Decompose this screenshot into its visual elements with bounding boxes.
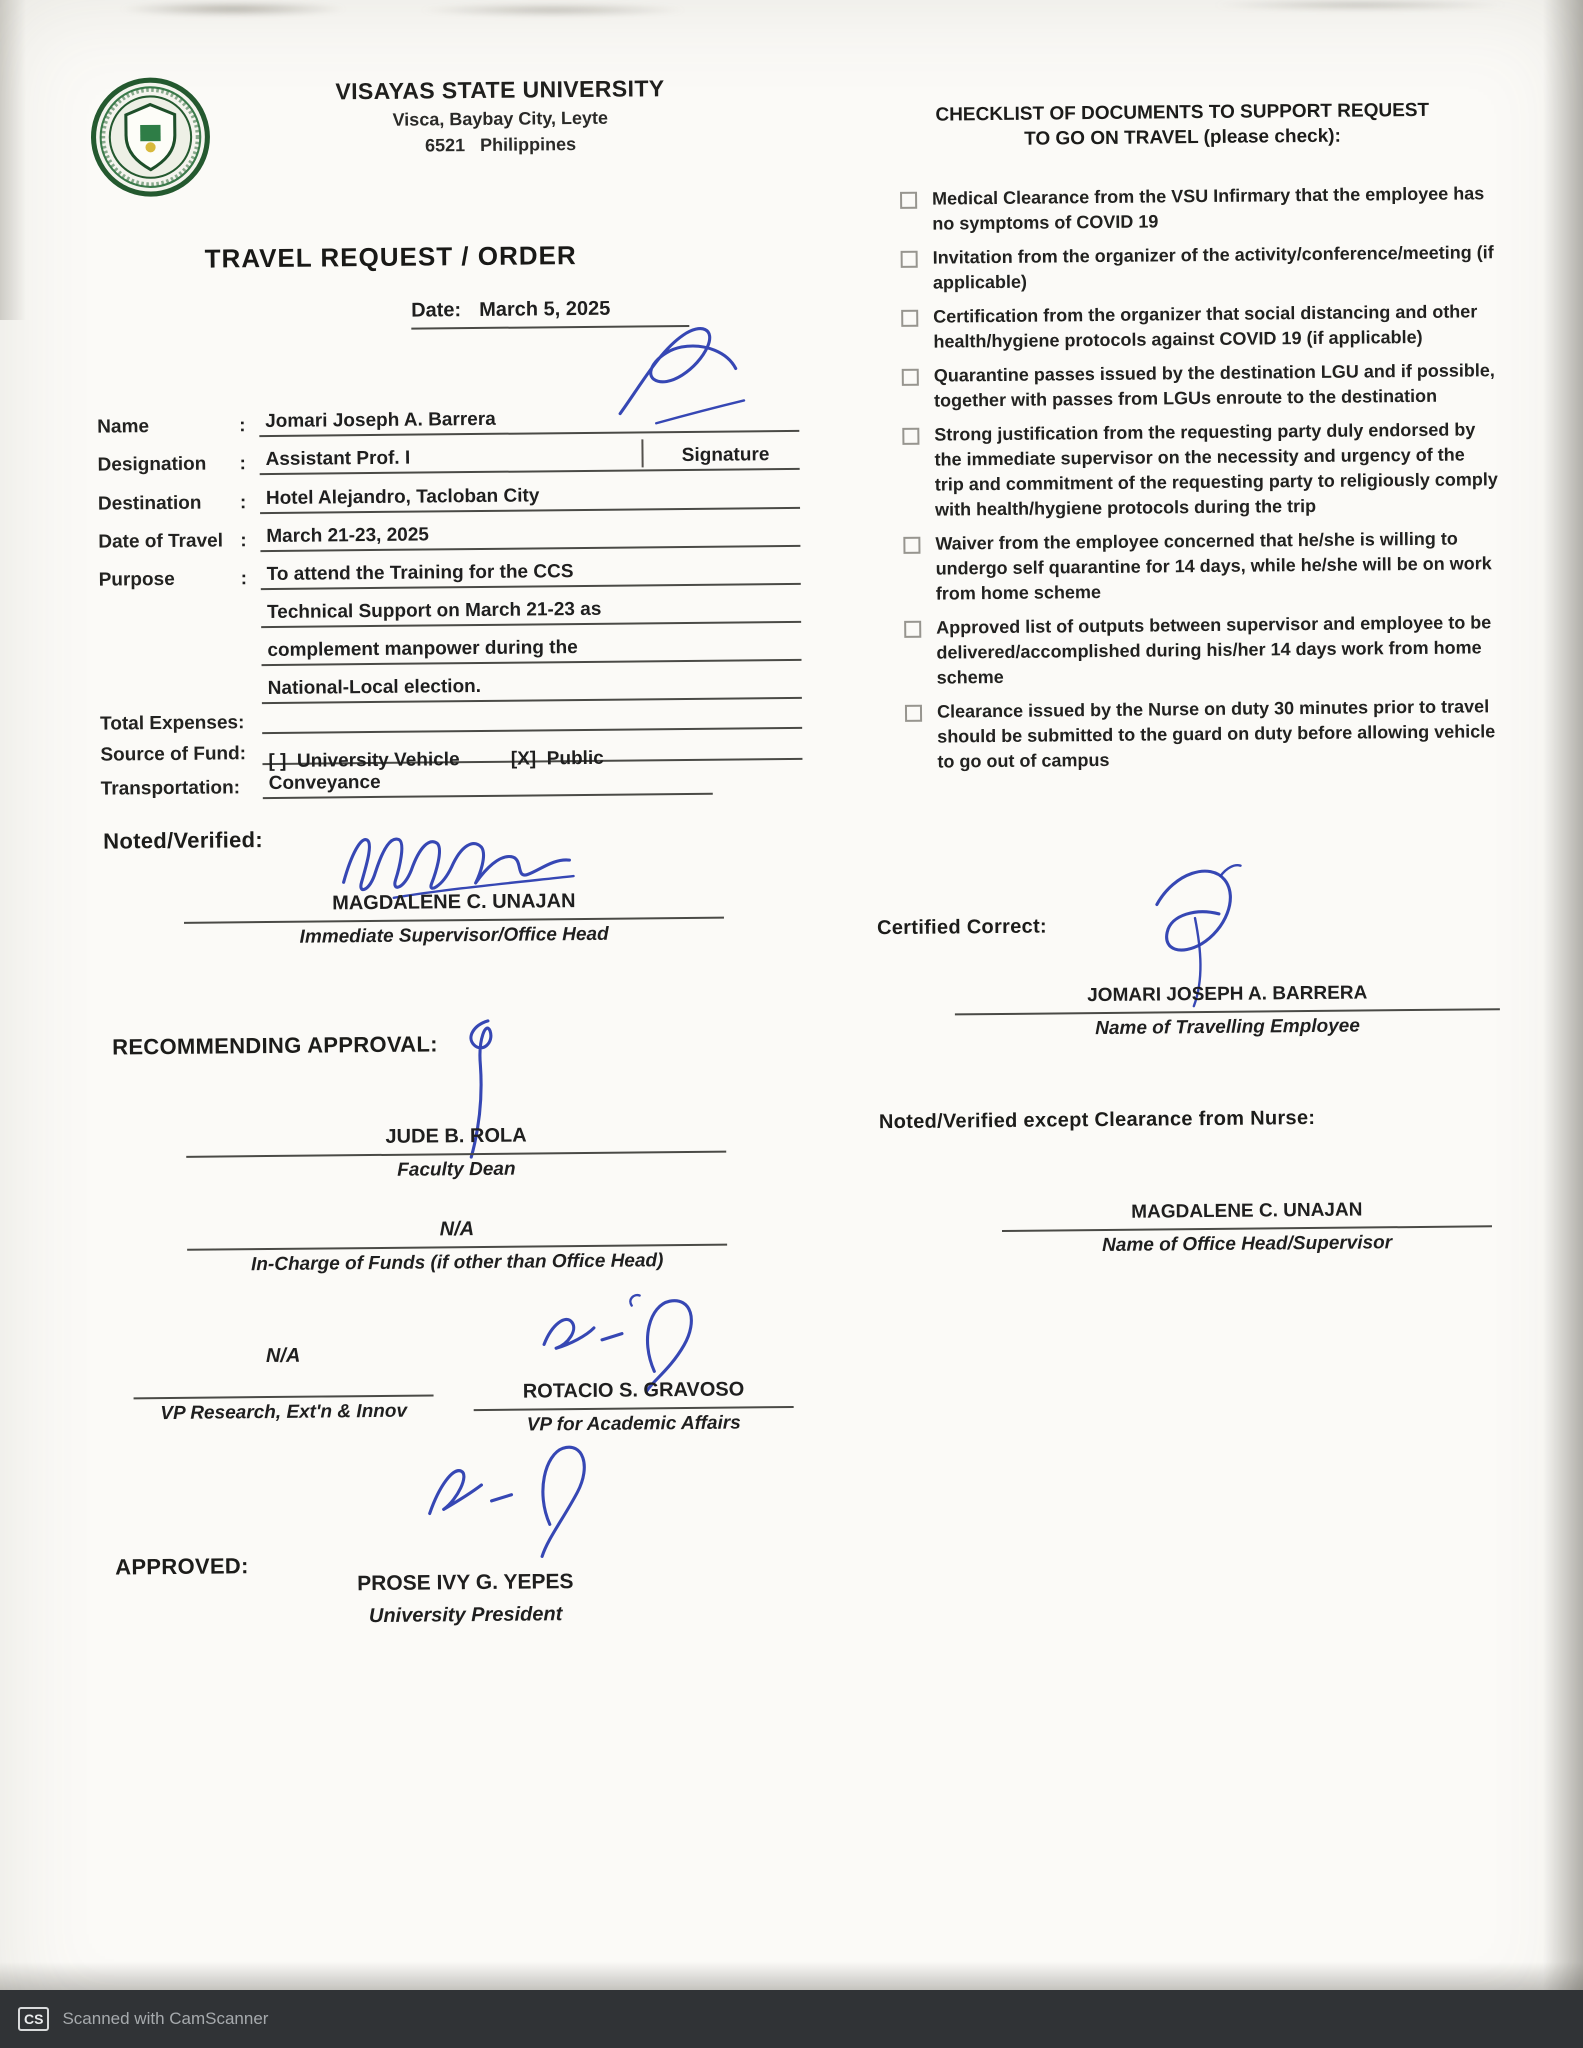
university-address-line1: Visca, Baybay City, Leyte <box>392 107 609 130</box>
transport-option-public-conveyance: [X] Public Conveyance <box>268 747 604 795</box>
checklist-item: Approved list of outputs between supervisor and employee to be delivered/accomplished during his/her 14 days work from home scheme <box>874 610 1501 691</box>
camscanner-logo-icon: CS <box>18 2007 49 2031</box>
checkbox-icon[interactable] <box>905 705 922 722</box>
letterhead <box>274 75 727 158</box>
field-row-date-of-travel: Date of Travel : March 21-23, 2025 <box>98 513 800 554</box>
checkbox-icon[interactable] <box>902 369 919 386</box>
purpose-line-3: complement manpower during the <box>261 635 801 666</box>
destination-label: Destination <box>97 492 202 515</box>
purpose-line-2: Technical Support on March 21-23 as <box>261 597 801 628</box>
supervisor-signatory <box>184 889 725 950</box>
office-head-signatory <box>1002 1198 1493 1258</box>
vp-research-signatory <box>133 1343 434 1425</box>
travelling-employee-name: JOMARI JOSEPH A. BARRERA <box>955 981 1500 1015</box>
travelling-employee-signatory <box>955 981 1501 1041</box>
checkbox-icon[interactable] <box>901 310 918 327</box>
signature-divider <box>641 439 643 467</box>
signature-name-field <box>601 316 752 435</box>
scan-edge-shadow <box>0 0 26 320</box>
university-name: VISAYAS STATE UNIVERSITY <box>335 75 665 105</box>
checklist-item: Clearance issued by the Nurse on duty 30 minutes prior to travel should be submitted to the guard on duty before allowing vehicle to go out of campus <box>875 694 1502 775</box>
checklist-heading-line1: CHECKLIST OF DOCUMENTS TO SUPPORT REQUEST <box>935 99 1430 126</box>
date-label: Date: <box>411 299 462 322</box>
name-label: Name <box>97 416 150 438</box>
funds-signatory <box>187 1216 728 1277</box>
supervisor-title: Immediate Supervisor/Office Head <box>299 923 609 948</box>
designation-label: Designation <box>97 453 207 476</box>
president-title: University President <box>368 1603 563 1628</box>
funds-name: N/A <box>187 1216 727 1251</box>
checklist-heading <box>869 97 1495 153</box>
university-address-line2: 6521 Philippines <box>424 134 577 156</box>
checklist <box>870 181 1502 784</box>
checklist-item: Invitation from the organizer of the activity/conference/meeting (if applicable) <box>871 240 1497 296</box>
vp-academic-name: ROTACIO S. GRAVOSO <box>473 1378 793 1411</box>
funds-title: In-Charge of Funds (if other than Office Head) <box>250 1250 664 1276</box>
signature-prose-yepes <box>399 1428 610 1570</box>
transport-option-university-vehicle: [ ] University Vehicle <box>268 749 460 773</box>
vp-research-name: N/A <box>133 1343 433 1399</box>
date-of-travel-label: Date of Travel <box>98 530 224 553</box>
certified-correct-label: Certified Correct: <box>876 915 1048 940</box>
scan-edge-shadow <box>1543 0 1583 1990</box>
office-head-title: Name of Office Head/Supervisor <box>1102 1232 1393 1257</box>
field-row-name: Name : Jomari Joseph A. Barrera <box>97 398 799 439</box>
checklist-item: Strong justification from the requesting party duly endorsed by the immediate supervisor on the necessity and urgency of the trip and commitment of the requesting party to religiously comply with health/hygiene protocols during the trip <box>872 417 1499 523</box>
approved-label: APPROVED: <box>115 1553 249 1580</box>
field-row-purpose: Purpose : To attend the Training for the CCS <box>98 551 800 592</box>
name-value: Jomari Joseph A. Barrera <box>259 406 799 437</box>
checkbox-icon[interactable] <box>900 192 917 209</box>
dean-title: Faculty Dean <box>397 1158 516 1181</box>
checklist-item: Certification from the organizer that social distancing and other health/hygiene protocols against COVID 19 (if applicable) <box>871 299 1497 355</box>
checklist-item: Medical Clearance from the VSU Infirmary that the employee has no symptoms of COVID 19 <box>870 181 1496 237</box>
noted-verified-label: Noted/Verified: <box>103 827 264 854</box>
date-value: March 5, 2025 <box>479 297 611 321</box>
recommending-approval-label: RECOMMENDING APPROVAL: <box>112 1031 438 1060</box>
dean-name: JUDE B. ROLA <box>186 1123 726 1158</box>
form-title: TRAVEL REQUEST / ORDER <box>204 240 577 274</box>
purpose-line-4: National-Local election. <box>262 673 802 704</box>
president-signatory <box>275 1569 656 1629</box>
president-name: PROSE IVY G. YEPES <box>357 1570 574 1596</box>
vsu-seal-logo <box>89 76 212 199</box>
checkbox-icon[interactable] <box>904 621 921 638</box>
designation-value: Assistant Prof. I <box>265 447 411 471</box>
dean-signatory <box>186 1123 727 1184</box>
total-expenses-label: Total Expenses: <box>99 712 245 735</box>
date-of-travel-value: March 21-23, 2025 <box>260 521 800 552</box>
signature-caption: Signature <box>681 444 770 467</box>
camscanner-footer <box>0 1990 1583 2048</box>
checkbox-icon[interactable] <box>903 537 920 554</box>
field-row-designation: Designation : Assistant Prof. I Signature <box>97 436 799 477</box>
vp-research-title: VP Research, Ext'n & Innov <box>160 1400 408 1425</box>
checkbox-icon[interactable] <box>901 251 918 268</box>
camscanner-label: Scanned with CamScanner <box>62 2009 269 2028</box>
office-head-name: MAGDALENE C. UNAJAN <box>1002 1198 1492 1232</box>
supervisor-name: MAGDALENE C. UNAJAN <box>184 889 724 924</box>
checklist-heading-line2: TO GO ON TRAVEL (please check): <box>1024 125 1341 150</box>
signature-rotacio-gravoso <box>528 1287 729 1394</box>
purpose-line-1: To attend the Training for the CCS <box>261 559 801 590</box>
checklist-item: Waiver from the employee concerned that he/she is willing to undergo self quarantine for 14 days, while he/she will be on work from home scheme <box>873 526 1500 607</box>
source-of-fund-label: Source of Fund: <box>100 743 247 766</box>
field-row-destination: Destination : Hotel Alejandro, Tacloban City <box>98 475 800 516</box>
transportation-label: Transportation: <box>100 777 241 800</box>
checklist-item: Quarantine passes issued by the destination LGU and if possible, together with passes from LGUs enroute to the destination <box>872 358 1498 414</box>
purpose-label: Purpose <box>98 568 175 591</box>
travelling-employee-title: Name of Travelling Employee <box>1095 1015 1360 1040</box>
vp-academic-title: VP for Academic Affairs <box>526 1412 741 1436</box>
checkbox-icon[interactable] <box>902 428 919 445</box>
noted-except-nurse-label: Noted/Verified except Clearance from Nurse: <box>878 1106 1316 1134</box>
scan-edge-shadow <box>0 1962 1583 1990</box>
destination-value: Hotel Alejandro, Tacloban City <box>260 483 800 514</box>
